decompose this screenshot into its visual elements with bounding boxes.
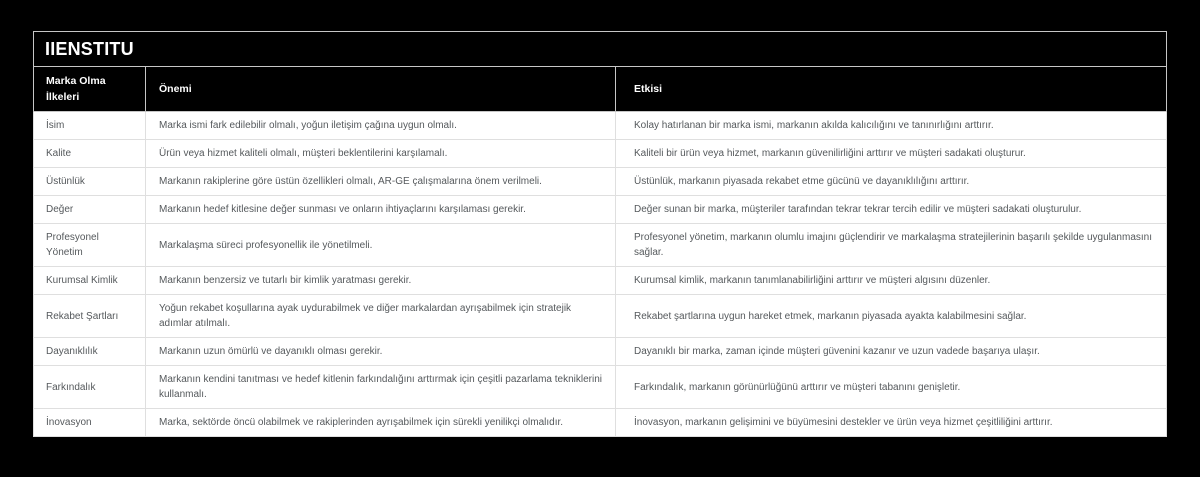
- cell-onemi: Markanın hedef kitlesine değer sunması ve onların ihtiyaçlarını karşılaması gerekir.: [146, 196, 616, 224]
- cell-etkisi: Kaliteli bir ürün veya hizmet, markanın güvenilirliğini arttırır ve müşteri sadakati oluşturur.: [616, 140, 1167, 168]
- cell-onemi: Markalaşma süreci profesyonellik ile yönetilmeli.: [146, 224, 616, 267]
- column-header-etkisi: Etkisi: [616, 67, 1167, 112]
- row-label: Kalite: [34, 140, 146, 168]
- cell-etkisi: Kolay hatırlanan bir marka ismi, markanın akılda kalıcılığını ve tanınırlığını arttırır.: [616, 112, 1167, 140]
- cell-etkisi: Farkındalık, markanın görünürlüğünü arttırır ve müşteri tabanını genişletir.: [616, 366, 1167, 409]
- row-label: Farkındalık: [34, 366, 146, 409]
- cell-onemi: Marka ismi fark edilebilir olmalı, yoğun iletişim çağına uygun olmalı.: [146, 112, 616, 140]
- cell-etkisi: Üstünlük, markanın piyasada rekabet etme gücünü ve dayanıklılığını arttırır.: [616, 168, 1167, 196]
- table-row: [34, 140, 1167, 168]
- table-row: [34, 295, 1167, 338]
- table-row: [34, 196, 1167, 224]
- table-row: [34, 267, 1167, 295]
- brand-principles-panel: [33, 31, 1167, 437]
- cell-etkisi: İnovasyon, markanın gelişimini ve büyümesini destekler ve ürün veya hizmet çeşitliliğini arttırır.: [616, 409, 1167, 437]
- column-header-marka-olma-ilkeleri: Marka Olma İlkeleri: [34, 67, 146, 112]
- cell-etkisi: Değer sunan bir marka, müşteriler tarafından tekrar tekrar tercih edilir ve müşteri sadakati oluşturulur.: [616, 196, 1167, 224]
- row-label: Kurumsal Kimlik: [34, 267, 146, 295]
- row-label: Profesyonel Yönetim: [34, 224, 146, 267]
- cell-onemi: Markanın benzersiz ve tutarlı bir kimlik yaratması gerekir.: [146, 267, 616, 295]
- cell-onemi: Marka, sektörde öncü olabilmek ve rakiplerinden ayrışabilmek için sürekli yenilikçi olmalıdır.: [146, 409, 616, 437]
- cell-onemi: Ürün veya hizmet kaliteli olmalı, müşteri beklentilerini karşılamalı.: [146, 140, 616, 168]
- cell-onemi: Yoğun rekabet koşullarına ayak uydurabilmek ve diğer markalardan ayrışabilmek için stratejik adımlar atılmalı.: [146, 295, 616, 338]
- table-row: [34, 409, 1167, 437]
- cell-etkisi: Dayanıklı bir marka, zaman içinde müşteri güvenini kazanır ve uzun vadede başarıya ulaşır.: [616, 338, 1167, 366]
- cell-etkisi: Rekabet şartlarına uygun hareket etmek, markanın piyasada ayakta kalabilmesini sağlar.: [616, 295, 1167, 338]
- row-label: Rekabet Şartları: [34, 295, 146, 338]
- table-row: [34, 168, 1167, 196]
- cell-onemi: Markanın uzun ömürlü ve dayanıklı olması gerekir.: [146, 338, 616, 366]
- table-row: [34, 224, 1167, 267]
- table-row: [34, 338, 1167, 366]
- brand-principles-table: [33, 31, 1167, 437]
- cell-etkisi: Profesyonel yönetim, markanın olumlu imajını güçlendirir ve markalaşma stratejilerinin başarılı şekilde uygulanmasını sağlar.: [616, 224, 1167, 267]
- table-row: [34, 112, 1167, 140]
- row-label: İsim: [34, 112, 146, 140]
- row-label: Değer: [34, 196, 146, 224]
- column-header-onemi: Önemi: [146, 67, 616, 112]
- cell-onemi: Markanın kendini tanıtması ve hedef kitlenin farkındalığını arttırmak için çeşitli pazarlama tekniklerini kullanmalı.: [146, 366, 616, 409]
- header-row: [34, 67, 1167, 112]
- table-row: [34, 366, 1167, 409]
- row-label: Dayanıklılık: [34, 338, 146, 366]
- page-title: IIENSTITU: [34, 32, 1167, 67]
- row-label: İnovasyon: [34, 409, 146, 437]
- title-row: [34, 32, 1167, 67]
- cell-onemi: Markanın rakiplerine göre üstün özellikleri olmalı, AR-GE çalışmalarına önem verilmeli.: [146, 168, 616, 196]
- cell-etkisi: Kurumsal kimlik, markanın tanımlanabilirliğini arttırır ve müşteri algısını düzenler.: [616, 267, 1167, 295]
- row-label: Üstünlük: [34, 168, 146, 196]
